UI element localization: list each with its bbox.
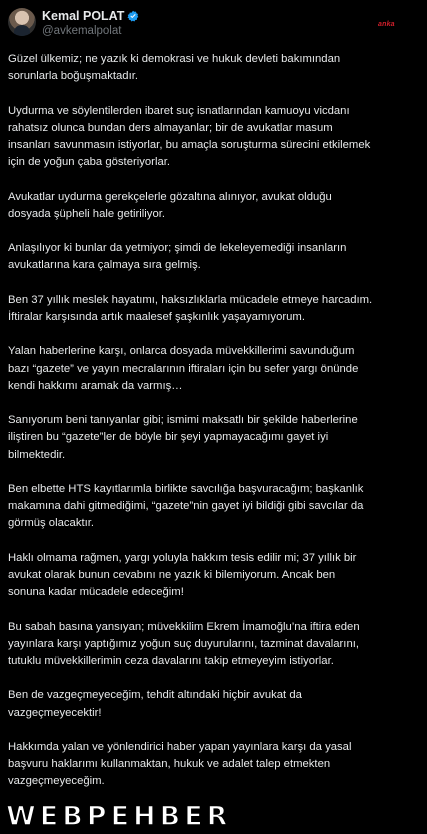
avatar[interactable] [8,8,36,36]
tweet-line: tutuklu müvekkillerimin ceza davalarını takip etmeyeyim istiyorlar. [8,654,334,667]
tweet-line: vazgeçmeyeceğim. [8,775,105,788]
tweet-line: Haklı olmama rağmen, yargı yoluyla hakkım tesis edilir mi; 37 yıllık bir [8,551,357,564]
tweet-paragraph [8,343,424,395]
tweet-paragraph [8,550,424,602]
tweet-line: İftiralar karşısında artık maalesef şaşkınlık yaşayamıyorum. [8,310,305,323]
tweet-paragraph [8,619,424,671]
tweet-line: için de yoğun çaba gösteriyorlar. [8,156,171,169]
author-name-row[interactable] [42,9,139,23]
tweet-line: Güzel ülkemiz; ne yazık ki demokrasi ve hukuk devleti bakımından [8,53,341,65]
tweet-line: vazgeçmeyecektir! [8,706,102,719]
tweet-line: başvuru haklarımı kullanmaktan, hukuk ve adalet talep etmekten [8,758,331,771]
tweet-paragraph [8,51,424,85]
tweet-line: Sanıyorum beni tanıyanlar gibi; ismimi maksatlı bir şekilde haberlerine [8,414,358,427]
tweet-paragraph [8,412,424,464]
tweet-line: kendi hakkımı aramak da varmış… [8,379,183,392]
author-handle[interactable]: @avkemalpolat [42,25,122,37]
tweet-line: Ben elbette HTS kayıtlarımla birlikte savcılığa başvuracağım; başkanlık [8,482,364,495]
tweet-line: avukatlarına kara çalmaya sıra gelmiş. [8,259,201,272]
tweet-line: rahatsız olunca bundan ders almayanlar; bir de avukatlar masum [8,121,333,134]
tweet-paragraph [8,103,424,172]
tweet-line: Anlaşılıyor ki bunlar da yetmiyor; şimdi de lekeleyemediği insanların [8,242,347,255]
tweet-line: Uydurma ve söylentilerden ibaret suç isnatlarından kamuoyu vicdanı [8,104,350,117]
tweet-line: Hakkımda yalan ve yönlendirici haber yapan yayınlara karşı da yasal [8,740,352,753]
tweet-line: yayınlara karşı yaptığımız yoğun suç duyurularını, tazminat davalarını, [8,637,359,650]
verified-badge-icon [127,10,139,22]
tweet-text [8,51,424,808]
tweet-line: Ben 37 yıllık meslek hayatımı, haksızlıklarla mücadele etmeye harcadım. [8,293,373,306]
tweet-line: dosyada şüpheli hale getiriliyor. [8,207,165,220]
tweet-paragraph [8,739,424,791]
tweet-paragraph [8,240,424,274]
tweet-paragraph [8,292,424,326]
tweet-paragraph [8,481,424,533]
tweet-line: Yalan haberlerine karşı, onlarca dosyada müvekkillerimi savunduğum [8,345,355,358]
author-name[interactable]: Kemal POLAT [42,9,125,23]
tweet-line: avukat olarak bunun cevabını ne yazık ki bilemiyorum. Ancak ben [8,568,336,581]
tweet-line: bazı “gazete” ve yayın mecralarının iftiraları için bu sefer yargı önünde [8,362,359,375]
anka-logo: anka [378,21,395,28]
tweet-line: sorunlarla boğuşmaktadır. [8,70,138,83]
tweet-paragraph [8,687,424,721]
tweet-line: iliştiren bu “gazete”ler de böyle bir şeyi yapmayacağımı gayet iyi [8,431,329,444]
tweet-header [0,0,427,46]
tweet-line: makamına dahi gitmediğimi, “gazete”nin gayet iyi bildiği gibi savcılar da [8,500,364,513]
tweet-paragraph [8,189,424,223]
watermark: WEBPEHBER [6,801,232,832]
tweet-line: bilmektedir. [8,448,66,461]
tweet-line: Avukatlar uydurma gerekçelerle gözaltına alınıyor, avukat olduğu [8,190,332,203]
tweet-line: Bu sabah basına yansıyan; müvekkilim Ekrem İmamoğlu’na iftira eden [8,620,360,633]
tweet-line: görmüş olacaktır. [8,517,95,530]
tweet-line: Ben de vazgeçmeyeceğim, tehdit altındaki hiçbir avukat da [8,689,302,702]
tweet-line: insanları savunmasın istiyorlar, bu amaçla soruşturma sürecini etkilemek [8,139,371,151]
tweet-line: sonuna kadar mücadele edeceğim! [8,586,184,599]
